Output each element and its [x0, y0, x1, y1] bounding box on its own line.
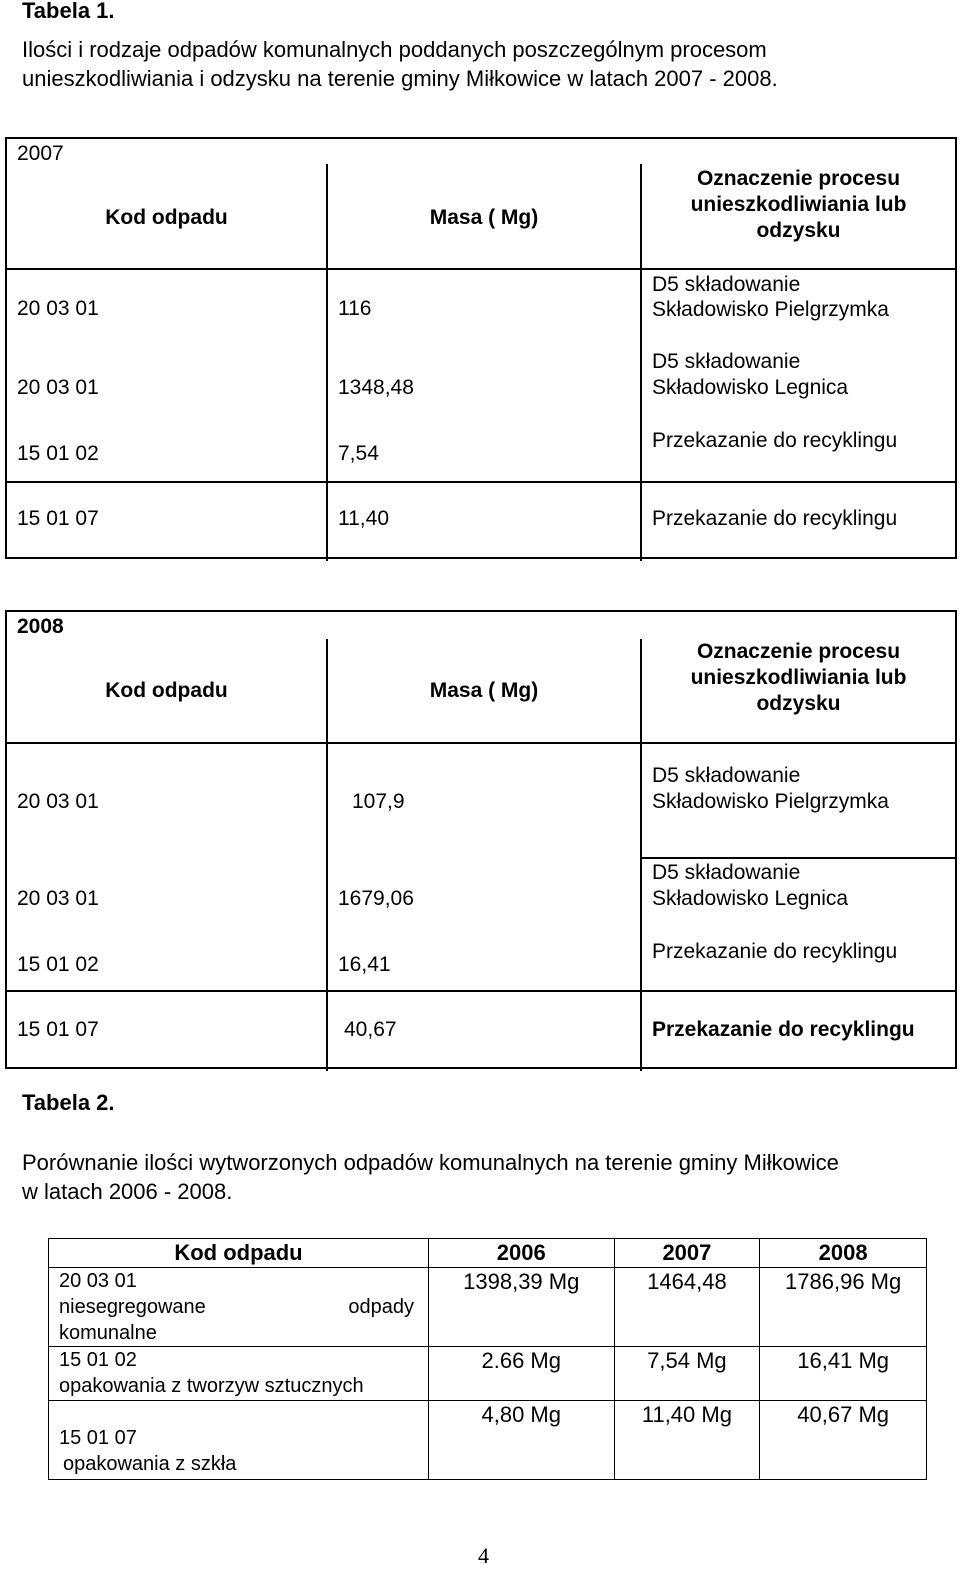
row-desc: komunalne	[59, 1322, 157, 1344]
row-code: 20 03 01	[17, 297, 99, 320]
row-process-detail: Składowisko Legnica	[652, 887, 849, 910]
comparison-table	[48, 1238, 927, 1480]
row-mass: 1679,06	[338, 887, 414, 910]
header-kod-odpadu: Kod odpadu	[105, 679, 228, 702]
row-code: 20 03 01	[59, 1270, 137, 1292]
row-code: 20 03 01	[17, 376, 99, 399]
value-2006: 4,80 Mg	[428, 1401, 614, 1480]
year-2008-label: 2008	[17, 615, 64, 638]
table2-title: Tabela 2.	[22, 1090, 115, 1115]
header-process-line3: odzysku	[756, 692, 841, 715]
table2-caption-line2: w latach 2006 - 2008.	[22, 1179, 233, 1204]
header-process-line2: unieszkodliwiania lub	[690, 193, 907, 216]
row-mass: 1348,48	[338, 376, 414, 399]
row-code: 15 01 07	[59, 1427, 137, 1449]
header-masa: Masa ( Mg)	[429, 679, 539, 702]
table-row	[49, 1401, 927, 1480]
value-2006: 2.66 Mg	[428, 1347, 614, 1401]
row-process: D5 składowanie	[652, 764, 801, 787]
table-2007	[5, 137, 957, 559]
row-mass: 116	[338, 297, 372, 320]
value-2008: 1786,96 Mg	[760, 1268, 927, 1347]
row-process: D5 składowanie	[652, 273, 801, 296]
col-header-2008: 2008	[760, 1239, 927, 1268]
header-masa: Masa ( Mg)	[429, 206, 539, 229]
header-process-line1: Oznaczenie procesu	[696, 167, 901, 190]
value-2008: 16,41 Mg	[760, 1347, 927, 1401]
table-2008	[5, 610, 957, 1069]
row-mass: 16,41	[338, 953, 391, 976]
row-process: Przekazanie do recyklingu	[652, 429, 898, 452]
row-code: 15 01 07	[17, 507, 99, 530]
row-process-detail: Składowisko Pielgrzymka	[652, 790, 889, 813]
row-process: Przekazanie do recyklingu	[652, 940, 898, 963]
row-mass: 11,40	[338, 507, 389, 530]
row-process-detail: Składowisko Legnica	[652, 376, 849, 399]
row-desc: odpady	[348, 1296, 414, 1318]
table1-title: Tabela 1.	[22, 0, 115, 23]
row-process: Przekazanie do recyklingu	[652, 507, 898, 530]
value-2008: 40,67 Mg	[760, 1401, 927, 1480]
table1-caption-line2: unieszkodliwiania i odzysku na terenie gminy Miłkowice w latach 2007 - 2008.	[22, 66, 778, 91]
row-process-detail: Składowisko Pielgrzymka	[652, 298, 889, 321]
header-process-line1: Oznaczenie procesu	[696, 640, 901, 663]
header-process-line2: unieszkodliwiania lub	[690, 666, 907, 689]
row-process: Przekazanie do recyklingu	[652, 1018, 915, 1041]
row-code: 15 01 02	[17, 953, 99, 976]
row-desc: opakowania z szkła	[63, 1453, 237, 1475]
row-code: 15 01 02	[59, 1349, 137, 1371]
row-desc: opakowania z tworzyw sztucznych	[59, 1375, 364, 1397]
row-code: 20 03 01	[17, 887, 99, 910]
row-mass: 40,67	[344, 1018, 397, 1041]
row-code: 15 01 07	[17, 1018, 99, 1041]
col-header-kod-odpadu: Kod odpadu	[49, 1239, 429, 1268]
row-code: 15 01 02	[17, 442, 99, 465]
row-process: D5 składowanie	[652, 350, 801, 373]
value-2006: 1398,39 Mg	[428, 1268, 614, 1347]
table1-caption-line1: Ilości i rodzaje odpadów komunalnych poddanych poszczególnym procesom	[22, 37, 767, 62]
row-mass: 7,54	[338, 442, 379, 465]
row-process: D5 składowanie	[652, 861, 801, 884]
row-code: 20 03 01	[17, 790, 99, 813]
table2-caption-line1: Porównanie ilości wytworzonych odpadów komunalnych na terenie gminy Miłkowice	[22, 1150, 839, 1175]
value-2007: 1464,48	[614, 1268, 760, 1347]
year-2007-label: 2007	[17, 142, 64, 165]
value-2007: 11,40 Mg	[614, 1401, 760, 1480]
header-process-line3: odzysku	[756, 219, 841, 242]
col-header-2007: 2007	[614, 1239, 760, 1268]
value-2007: 7,54 Mg	[614, 1347, 760, 1401]
row-mass: 107,9	[352, 790, 405, 813]
table-row	[49, 1347, 927, 1401]
row-desc: niesegregowane	[59, 1296, 206, 1318]
table-row	[49, 1268, 927, 1347]
col-header-2006: 2006	[428, 1239, 614, 1268]
header-kod-odpadu: Kod odpadu	[105, 206, 228, 229]
page-number: 4	[478, 1543, 489, 1568]
